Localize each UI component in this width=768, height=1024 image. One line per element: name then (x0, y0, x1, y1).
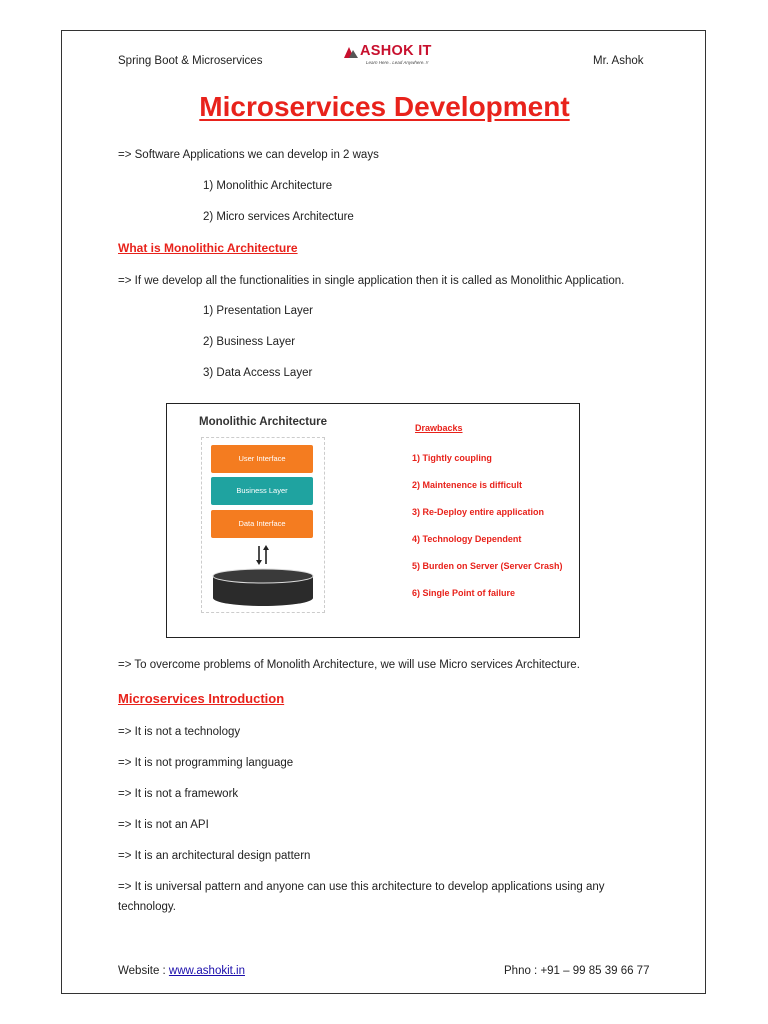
footer-website (118, 965, 245, 977)
diagram-block-data-interface: Data Interface (211, 510, 313, 538)
drawback-item: 4) Technology Dependent (412, 534, 522, 544)
intro-point: => It is not an API (118, 819, 209, 831)
intro-point: => It is not a technology (118, 726, 241, 738)
drawback-item: 2) Maintenence is difficult (412, 480, 523, 490)
up-down-arrows-icon (254, 544, 272, 566)
header-author: Mr. Ashok (593, 55, 644, 67)
document-page (61, 30, 706, 994)
monolithic-description: => If we develop all the functionalities in single application then it is called as Monolithic Application. (118, 275, 625, 287)
monolithic-architecture-diagram (166, 403, 580, 638)
section-heading-microservices: Microservices Introduction (118, 691, 285, 706)
footer-website-link[interactable]: www.ashokit.in (168, 965, 245, 977)
drawbacks-heading: Drawbacks (415, 423, 463, 433)
logo-text: ASHOK IT (360, 43, 432, 59)
logo-tagline: Learn Here.. Lead Anywhere..!! (366, 60, 429, 65)
drawback-item: 1) Tightly coupling (412, 453, 492, 463)
intro-point: => It is not a framework (118, 788, 239, 800)
intro-point-continued: technology. (118, 901, 176, 913)
page-title: Microservices Development (199, 91, 570, 122)
drawback-item: 6) Single Point of failure (412, 588, 516, 598)
intro-text: => Software Applications we can develop in 2 ways (118, 149, 379, 161)
overcome-text: => To overcome problems of Monolith Architecture, we will use Micro services Architecture. (118, 659, 580, 671)
intro-point: => It is universal pattern and anyone can use this architecture to develop applications using any (118, 881, 605, 893)
drawback-item: 5) Burden on Server (Server Crash) (412, 561, 563, 571)
footer-phone: Phno : +91 – 99 85 39 66 77 (504, 965, 650, 977)
diagram-block-user-interface: User Interface (211, 445, 313, 473)
way-item: 2) Micro services Architecture (203, 211, 354, 223)
ashok-it-logo (344, 43, 456, 71)
diagram-block-business-layer: Business Layer (211, 477, 313, 505)
diagram-title: Monolithic Architecture (199, 416, 327, 428)
header-course: Spring Boot & Microservices (118, 55, 263, 67)
way-item: 1) Monolithic Architecture (203, 180, 333, 192)
footer-website-label: Website : (118, 965, 169, 977)
intro-point: => It is an architectural design pattern (118, 850, 311, 862)
logo-mountain-icon (344, 45, 358, 58)
layer-item: 2) Business Layer (203, 336, 296, 348)
layer-item: 1) Presentation Layer (203, 305, 313, 317)
database-icon (212, 568, 314, 608)
section-heading-monolithic: What is Monolithic Architecture (118, 241, 298, 255)
layer-item: 3) Data Access Layer (203, 367, 313, 379)
drawback-item: 3) Re-Deploy entire application (412, 507, 545, 517)
intro-point: => It is not programming language (118, 757, 294, 769)
